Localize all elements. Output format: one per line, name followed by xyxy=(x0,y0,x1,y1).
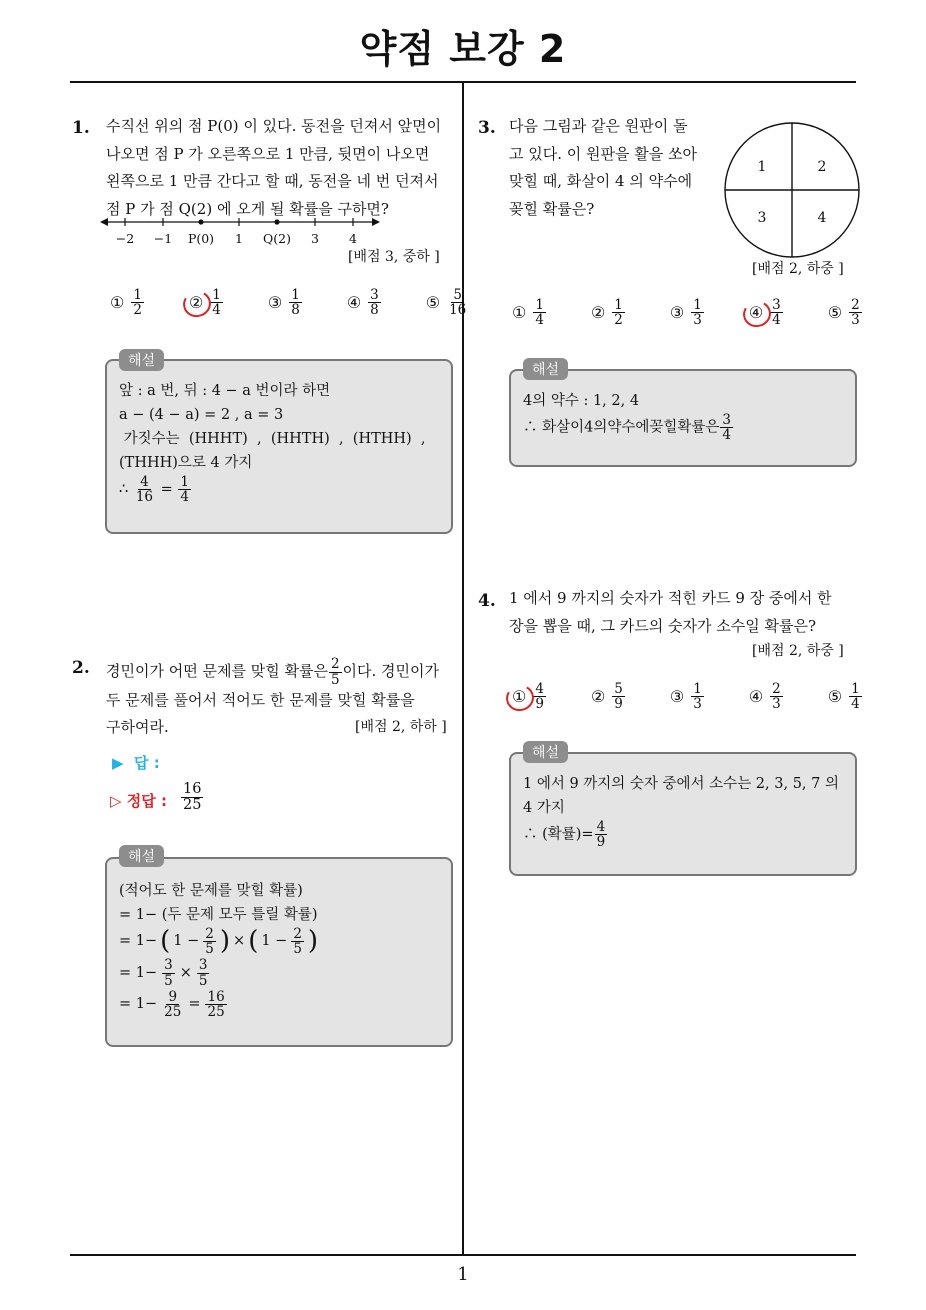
explanation-line: 앞 : a 번, 뒤 : 4 − a 번이라 하면 xyxy=(119,383,331,399)
question-2-number: 2. xyxy=(72,658,90,678)
explanation-line: ∴ $\frac{4}{16}$ = $\frac{1}{4}$ xyxy=(119,474,189,506)
choice-3[interactable]: ③ $\frac{1}{3}$ xyxy=(669,681,702,713)
tick-label: 4 xyxy=(349,231,357,246)
explanation-tag: 해설 xyxy=(119,349,164,371)
choice-4[interactable]: ④ $\frac{3}{8}$ xyxy=(346,287,379,319)
question-1-meta: [배점 3, 중하 ] xyxy=(348,249,440,265)
correct-answer-label: ▷ 정답 : xyxy=(110,792,167,810)
choice-1[interactable]: ① $\frac{1}{4}$ xyxy=(512,297,544,329)
choice-1[interactable]: ① $\frac{1}{2}$ xyxy=(110,287,142,319)
explanation-tag: 해설 xyxy=(119,845,164,867)
explanation-line: ∴ 화살이4의약수에꽂힐확률은 $\frac{3}{4}$ xyxy=(523,412,732,444)
question-3-line: 맞힐 때, 화살이 4 의 약수에 xyxy=(509,172,693,190)
question-1-line: 나오면 점 P 가 오른쪽으로 1 만큼, 뒷면이 나오면 xyxy=(106,144,430,163)
question-4-number: 4. xyxy=(478,591,496,611)
question-1-choices xyxy=(110,288,469,317)
explanation-line: 1 에서 9 까지의 숫자 중에서 소수는 2, 3, 5, 7 의 xyxy=(523,776,839,792)
choice-2[interactable]: ② $\frac{1}{4}$ xyxy=(189,288,224,317)
question-3-text xyxy=(509,113,709,223)
spinner-disk-diagram xyxy=(722,120,862,260)
question-1-number: 1. xyxy=(72,118,90,138)
question-4-line: 1 에서 9 까지의 숫자가 적힌 카드 9 장 중에서 한 xyxy=(509,589,832,607)
answer-label: ▶ 답 : xyxy=(112,754,160,772)
page-number: 1 xyxy=(457,1264,469,1285)
disk-label: 3 xyxy=(757,210,767,226)
choice-2[interactable]: ② $\frac{1}{2}$ xyxy=(590,297,623,329)
question-4-explanation xyxy=(509,752,857,876)
question-2-meta: [배점 2, 하하 ] xyxy=(355,719,447,735)
disk-label: 2 xyxy=(817,159,827,175)
choice-3[interactable]: ③ $\frac{1}{3}$ xyxy=(669,297,702,329)
disk-label: 4 xyxy=(817,210,827,226)
explanation-line: (적어도 한 문제를 맞힐 확률) xyxy=(119,883,303,899)
explanation-line: = 1− (두 문제 모두 틀릴 확률) xyxy=(119,907,318,923)
question-4-meta: [배점 2, 하중 ] xyxy=(752,643,844,659)
question-3-line: 다음 그림과 같은 원판이 돌 xyxy=(509,117,688,135)
question-2-line: 두 문제를 풀어서 적어도 한 문제를 맞힐 확률을 xyxy=(106,690,415,709)
question-1-explanation xyxy=(105,359,453,534)
explanation-line: 4의 약수 : 1, 2, 4 xyxy=(523,393,640,409)
question-3-number: 3. xyxy=(478,118,496,138)
correct-answer-value: $\frac{16}{25}$ xyxy=(183,781,202,814)
question-3-choices xyxy=(512,298,863,327)
bottom-divider xyxy=(70,1254,856,1256)
question-2-line: 경민이가 어떤 문제를 맞힐 확률은 $\frac{2}{5}$ 이다. 경민이가 xyxy=(106,656,440,688)
disk-label: 1 xyxy=(757,159,767,175)
explanation-line: 가짓수는 (HHHT) , (HHTH) , (HTHH) , xyxy=(119,431,426,447)
tick-label-p: P(0) xyxy=(187,231,215,246)
explanation-tag: 해설 xyxy=(523,358,568,380)
tick-label: 3 xyxy=(311,231,319,246)
choice-4[interactable]: ④ $\frac{2}{3}$ xyxy=(748,681,781,713)
question-3-meta: [배점 2, 하중 ] xyxy=(752,261,844,277)
question-4-line: 장을 뽑을 때, 그 카드의 숫자가 소수일 확률은? xyxy=(509,616,817,635)
question-3-line: 고 있다. 이 원판을 활을 쏘아 xyxy=(509,144,697,163)
tick-label: −1 xyxy=(153,231,173,246)
choice-4[interactable]: ④ $\frac{3}{4}$ xyxy=(749,298,784,327)
question-1-line: 수직선 위의 점 P(0) 이 있다. 동전을 던져서 앞면이 xyxy=(106,117,442,135)
explanation-line: = 1− $\frac{9}{25}$ = $\frac{16}{25}$ xyxy=(119,988,225,1020)
selected-mark xyxy=(180,287,214,319)
question-4-choices xyxy=(512,682,863,711)
explanation-line: (THHH)으로 4 가지 xyxy=(119,455,253,471)
question-3-explanation xyxy=(509,369,857,467)
explanation-line: = 1− $\frac{3}{5}$ × $\frac{3}{5}$ xyxy=(119,957,208,989)
choice-5[interactable]: ⑤ $\frac{1}{4}$ xyxy=(827,681,860,713)
choice-2[interactable]: ② $\frac{5}{9}$ xyxy=(590,681,623,713)
selected-mark xyxy=(740,297,774,329)
question-1-line: 점 P 가 점 Q(2) 에 오게 될 확률을 구하면? xyxy=(106,199,389,218)
explanation-line: = 1− ( 1 − $\frac{2}{5}$ ) × ( 1 − $\frac{2}{5}$ ) xyxy=(119,926,319,958)
explanation-line: ∴ (확률)= $\frac{4}{9}$ xyxy=(523,819,606,851)
question-3-line: 꽂힐 확률은? xyxy=(509,199,595,218)
question-2-explanation xyxy=(105,857,453,1047)
selected-mark xyxy=(503,681,537,713)
tick-label: −2 xyxy=(115,231,135,246)
choice-3[interactable]: ③ $\frac{1}{8}$ xyxy=(267,287,300,319)
choice-5[interactable]: ⑤ $\frac{5}{16}$ xyxy=(425,287,467,319)
explanation-line: 4 가지 xyxy=(523,800,565,816)
explanation-tag: 해설 xyxy=(523,741,568,763)
tick-label-q: Q(2) xyxy=(263,231,291,246)
question-2-line: 구하여라. xyxy=(106,718,169,737)
page-title: 약점 보강 2 xyxy=(359,27,567,71)
choice-5[interactable]: ⑤ $\frac{2}{3}$ xyxy=(827,297,860,329)
explanation-line: a − (4 − a) = 2 , a = 3 xyxy=(119,407,284,423)
question-1-line: 왼쪽으로 1 만큼 간다고 할 때, 동전을 네 번 던져서 xyxy=(106,172,439,190)
number-line-diagram xyxy=(100,212,380,248)
question-1-text xyxy=(106,113,451,223)
choice-1[interactable]: ① $\frac{4}{9}$ xyxy=(512,682,547,711)
question-4-text xyxy=(509,585,859,640)
tick-label: 1 xyxy=(235,231,243,246)
column-divider xyxy=(462,82,464,1256)
